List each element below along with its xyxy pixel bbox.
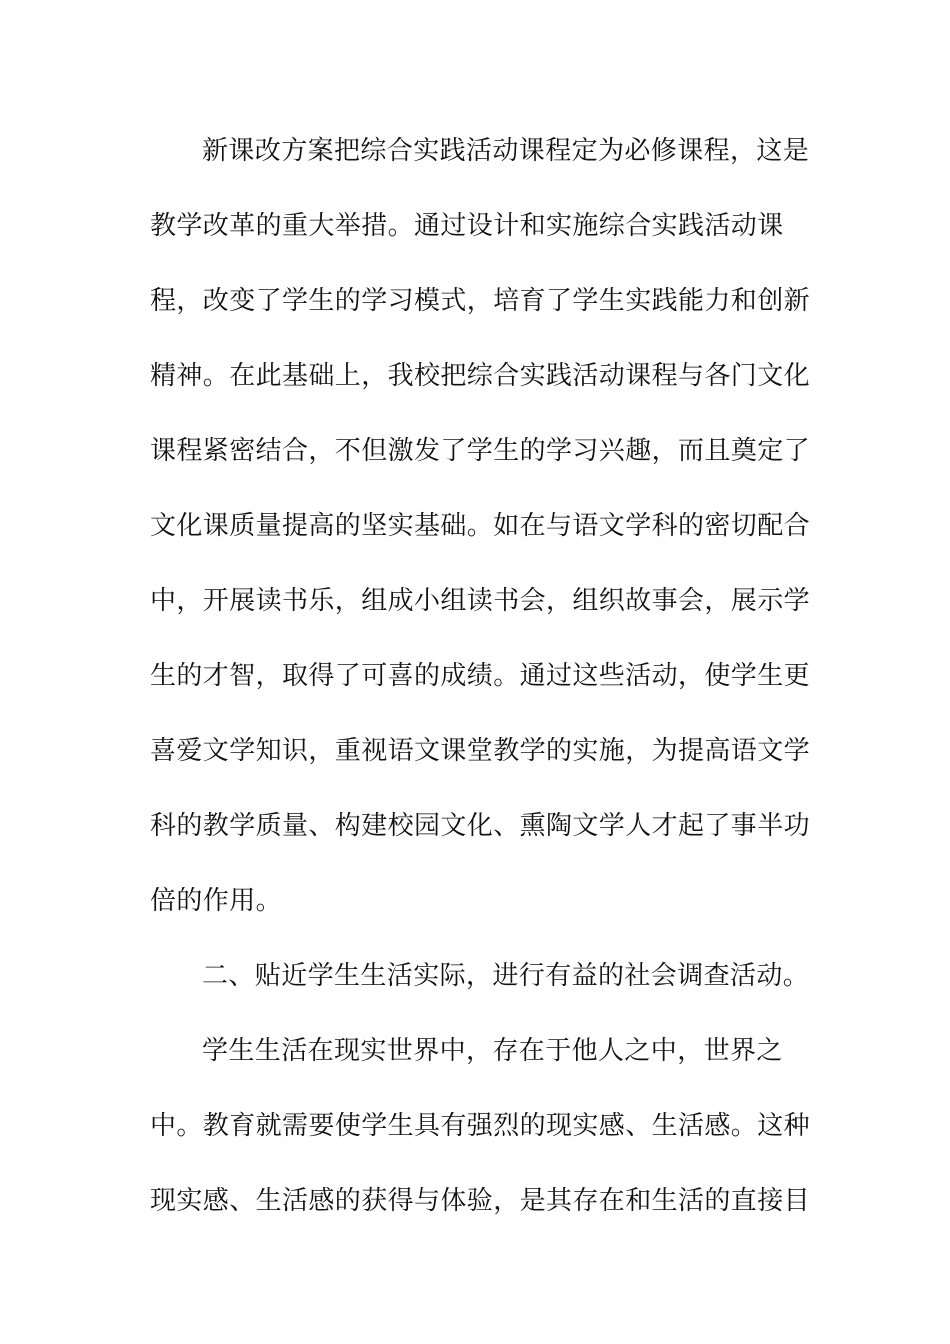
paragraph-line: 学生生活在现实世界中，存在于他人之中，世界之 [202, 1036, 783, 1066]
paragraph-line: 中，开展读书乐，组成小组读书会，组织故事会，展示学 [150, 586, 811, 616]
paragraph-line: 程，改变了学生的学习模式，培育了学生实践能力和创新 [150, 286, 811, 316]
paragraph-line: 文化课质量提高的坚实基础。如在与语文学科的密切配合 [150, 511, 811, 541]
paragraph-line: 精神。在此基础上，我校把综合实践活动课程与各门文化 [150, 361, 811, 391]
paragraph-line: 生的才智，取得了可喜的成绩。通过这些活动，使学生更 [150, 661, 811, 691]
section-heading: 二、贴近学生生活实际，进行有益的社会调查活动。 [202, 961, 810, 991]
paragraph-line: 教学改革的重大举措。通过设计和实施综合实践活动课 [150, 211, 784, 241]
paragraph-line: 现实感、生活感的获得与体验，是其存在和生活的直接目 [150, 1186, 811, 1216]
paragraph-line: 中。教育就需要使学生具有强烈的现实感、生活感。这种 [150, 1111, 811, 1141]
paragraph-line: 新课改方案把综合实践活动课程定为必修课程，这是 [202, 136, 810, 166]
paragraph-line: 喜爱文学知识，重视语文课堂教学的实施，为提高语文学 [150, 736, 811, 766]
paragraph-line: 科的教学质量、构建校园文化、熏陶文学人才起了事半功 [150, 811, 811, 841]
paragraph-line: 倍的作用。 [150, 886, 283, 916]
paragraph-line: 课程紧密结合，不但激发了学生的学习兴趣，而且奠定了 [150, 436, 811, 466]
